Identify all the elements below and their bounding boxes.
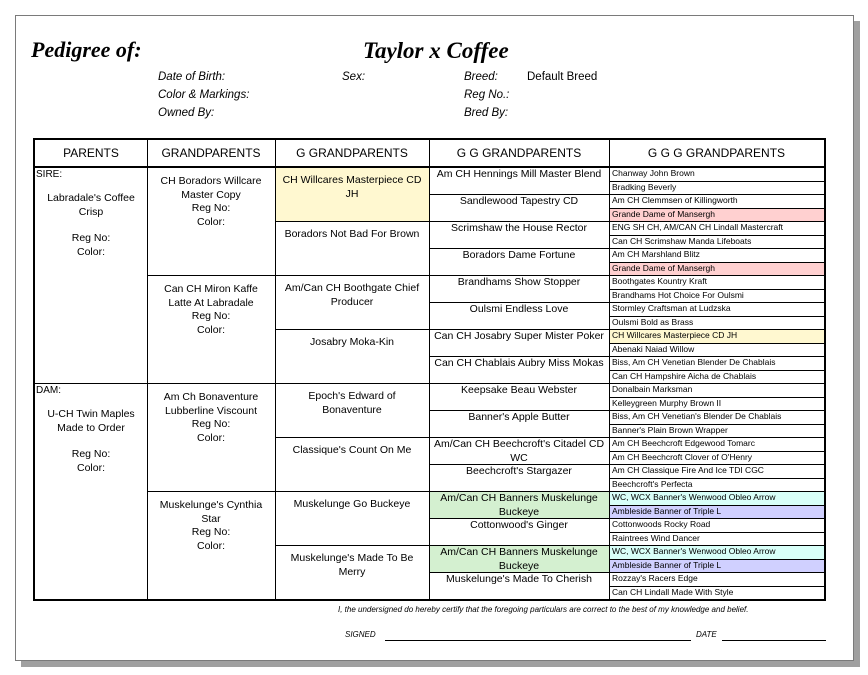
ggg-grandparent-name[interactable]: Grande Dame of Mansergh xyxy=(612,262,715,273)
signature-line[interactable] xyxy=(385,640,691,641)
parent-name: U-CH Twin Maples Made to Order xyxy=(47,408,135,434)
great-grandparent-name[interactable]: Muskelunge's Made To Be Merry xyxy=(290,552,414,578)
grandparent-name: Am Ch Bonaventure Lubberline Viscount xyxy=(163,391,259,417)
great-grandparent-name[interactable]: Josabry Moka-Kin xyxy=(309,336,395,348)
gg-grandparent-name[interactable]: Muskelunge's Made To Cherish xyxy=(446,573,592,585)
parent-reg-no: Reg No: xyxy=(71,232,111,244)
ggg-grandparent-name[interactable]: Can CH Lindall Made With Style xyxy=(612,586,734,597)
breed-value: Default Breed xyxy=(527,71,598,83)
certification-statement: I, the undersigned do hereby certify that the foregoing particulars are correct to the best of my knowledge and belief. xyxy=(338,605,749,614)
date-line[interactable] xyxy=(722,640,826,641)
ggg-grandparent-name[interactable]: Beechcroft's Perfecta xyxy=(612,478,693,489)
gg-grandparent-name[interactable]: Boradors Dame Fortune xyxy=(462,249,576,261)
parent-tag: SIRE: xyxy=(36,169,63,180)
ggg-grandparent-name[interactable]: Can CH Hampshire Aicha de Chablais xyxy=(612,370,757,381)
ggg-grandparent-name[interactable]: Am CH Beechcroft Clover of O'Henry xyxy=(612,451,753,462)
great-grandparent-name[interactable]: Classique's Count On Me xyxy=(292,444,412,456)
parent-name: Labradale's Coffee Crisp xyxy=(47,192,135,218)
ggg-grandparent-name[interactable]: Am CH Classique Fire And Ice TDI CGC xyxy=(612,465,764,475)
ggg-grandparent-name[interactable]: Boothgates Kountry Kraft xyxy=(612,276,707,286)
sex-label: Sex: xyxy=(342,71,366,83)
reg-no-label: Reg No.: xyxy=(464,89,510,101)
gg-grandparent-name[interactable]: Keepsake Beau Webster xyxy=(461,384,577,396)
grandparent-name: CH Boradors Willcare Master Copy xyxy=(160,175,262,201)
grandparent-name: Muskelunge's Cynthia Star xyxy=(159,499,263,525)
gg-grandparent-name[interactable]: Can CH Chablais Aubry Miss Mokas xyxy=(434,357,604,369)
great-grandparent-name[interactable]: CH Willcares Masterpiece CD JH xyxy=(282,174,422,200)
grandparent-reg-no: Reg No: xyxy=(191,418,231,430)
date-label: DATE xyxy=(696,630,717,639)
ggg-grandparent-name[interactable]: Raintrees Wind Dancer xyxy=(612,532,700,543)
owned-by-label: Owned By: xyxy=(158,107,215,119)
column-header: GRANDPARENTS xyxy=(161,146,261,160)
column-divider xyxy=(147,140,148,599)
ggg-grandparent-name[interactable]: Abenaki Naiad Willow xyxy=(612,343,695,354)
gg-grandparent-name[interactable]: Sandlewood Tapestry CD xyxy=(459,195,579,207)
column-header: G G G GRANDPARENTS xyxy=(647,146,786,160)
ggg-grandparent-name[interactable]: Am CH Marshland Blitz xyxy=(612,249,700,259)
ggg-grandparent-name[interactable]: Am CH Beechcroft Edgewood Tomarc xyxy=(612,438,755,448)
grandparent-color: Color: xyxy=(196,539,225,552)
color-markings-label: Color & Markings: xyxy=(158,89,250,101)
ggg-grandparent-name[interactable]: Ambleside Banner of Triple L xyxy=(612,559,722,570)
gg-grandparent-name[interactable]: Am CH Hennings Mill Master Blend xyxy=(436,168,602,180)
great-grandparent-name[interactable]: Muskelunge Go Buckeye xyxy=(293,498,411,510)
ggg-grandparent-name[interactable]: Banner's Plain Brown Wrapper xyxy=(612,424,728,435)
gg-grandparent-name[interactable]: Cottonwood's Ginger xyxy=(470,519,568,531)
grandparent-entry[interactable] xyxy=(155,391,267,445)
gg-grandparent-name[interactable]: Am/Can CH Banners Muskelunge Buckeye xyxy=(440,492,598,518)
ggg-grandparent-name[interactable]: WC, WCX Banner's Wenwood Obleo Arrow xyxy=(612,546,776,556)
ggg-grandparent-name[interactable]: Cottonwoods Rocky Road xyxy=(612,519,711,529)
ggg-grandparent-name[interactable]: Ambleside Banner of Triple L xyxy=(612,505,722,516)
column-divider xyxy=(429,140,430,599)
gg-grandparent-name[interactable]: Beechcroft's Stargazer xyxy=(466,465,572,477)
great-grandparent-name[interactable]: Epoch's Edward of Bonaventure xyxy=(308,390,396,416)
ggg-grandparent-name[interactable]: Grande Dame of Mansergh xyxy=(612,208,715,219)
ggg-grandparent-name[interactable]: Am CH Clemmsen of Killingworth xyxy=(612,195,738,205)
parent-color: Color: xyxy=(76,461,105,474)
ggg-grandparent-name[interactable]: Donalbain Marksman xyxy=(612,384,693,394)
bred-by-label: Bred By: xyxy=(464,107,509,119)
ggg-grandparent-name[interactable]: WC, WCX Banner's Wenwood Obleo Arrow xyxy=(612,492,776,502)
ggg-grandparent-name[interactable]: Chanway John Brown xyxy=(612,168,695,178)
parent-tag: DAM: xyxy=(36,385,61,396)
column-header: G G GRANDPARENTS xyxy=(456,146,582,160)
parent-entry[interactable] xyxy=(39,192,143,259)
ggg-grandparent-name[interactable]: Rozzay's Racers Edge xyxy=(612,573,698,583)
grandparent-name: Can CH Miron Kaffe Latte At Labradale xyxy=(164,283,258,309)
great-grandparent-name[interactable]: Am/Can CH Boothgate Chief Producer xyxy=(284,282,420,308)
grandparent-entry[interactable] xyxy=(155,283,267,337)
great-grandparent-name[interactable]: Boradors Not Bad For Brown xyxy=(284,228,420,240)
ggg-grandparent-name[interactable]: CH Willcares Masterpiece CD JH xyxy=(612,330,738,340)
gg-grandparent-name[interactable]: Banner's Apple Butter xyxy=(468,411,570,423)
grandparent-reg-no: Reg No: xyxy=(191,310,231,322)
date-of-birth-label: Date of Birth: xyxy=(158,71,226,83)
pedigree-table xyxy=(33,138,826,601)
ggg-grandparent-name[interactable]: Stormley Craftsman at Ludzska xyxy=(612,303,731,313)
grandparent-reg-no: Reg No: xyxy=(191,526,231,538)
column-divider xyxy=(275,140,276,599)
grandparent-color: Color: xyxy=(196,323,225,336)
pedigree-of-label: Pedigree of: xyxy=(31,37,142,62)
ggg-grandparent-name[interactable]: Kelleygreen Murphy Brown II xyxy=(612,397,722,408)
grandparent-entry[interactable] xyxy=(155,499,267,553)
parent-entry[interactable] xyxy=(39,408,143,475)
parent-reg-no: Reg No: xyxy=(71,448,111,460)
column-header: G GRANDPARENTS xyxy=(296,146,408,160)
ggg-grandparent-name[interactable]: Biss, Am CH Venetian's Blender De Chablais xyxy=(612,411,782,421)
breed-label: Breed: xyxy=(464,71,498,83)
grandparent-reg-no: Reg No: xyxy=(191,202,231,214)
signed-label: SIGNED xyxy=(345,630,376,639)
column-header: PARENTS xyxy=(63,146,119,160)
parent-color: Color: xyxy=(76,245,105,258)
gg-grandparent-name[interactable]: Am/Can CH Banners Muskelunge Buckeye xyxy=(440,546,598,572)
grandparent-color: Color: xyxy=(196,431,225,444)
grandparent-entry[interactable] xyxy=(155,175,267,229)
ggg-grandparent-name[interactable]: Oulsmi Bold as Brass xyxy=(612,316,694,327)
gg-grandparent-name[interactable]: Can CH Josabry Super Mister Poker xyxy=(434,330,604,342)
gg-grandparent-name[interactable]: Oulsmi Endless Love xyxy=(469,303,569,315)
dog-name-title: Taylor x Coffee xyxy=(363,38,509,63)
grandparent-color: Color: xyxy=(196,215,225,228)
gg-grandparent-name[interactable]: Brandhams Show Stopper xyxy=(457,276,581,288)
ggg-grandparent-name[interactable]: Bradking Beverly xyxy=(612,181,677,192)
gg-grandparent-name[interactable]: Scrimshaw the House Rector xyxy=(451,222,587,234)
ggg-grandparent-name[interactable]: Biss, Am CH Venetian Blender De Chablais xyxy=(612,357,776,367)
ggg-grandparent-name[interactable]: Can CH Scrimshaw Manda Lifeboats xyxy=(612,235,752,246)
gg-grandparent-name[interactable]: Am/Can CH Beechcroft's Citadel CD WC xyxy=(433,438,605,464)
ggg-grandparent-name[interactable]: Brandhams Hot Choice For Oulsmi xyxy=(612,289,744,300)
ggg-grandparent-name[interactable]: ENG SH CH, AM/CAN CH Lindall Mastercraft xyxy=(612,222,783,232)
